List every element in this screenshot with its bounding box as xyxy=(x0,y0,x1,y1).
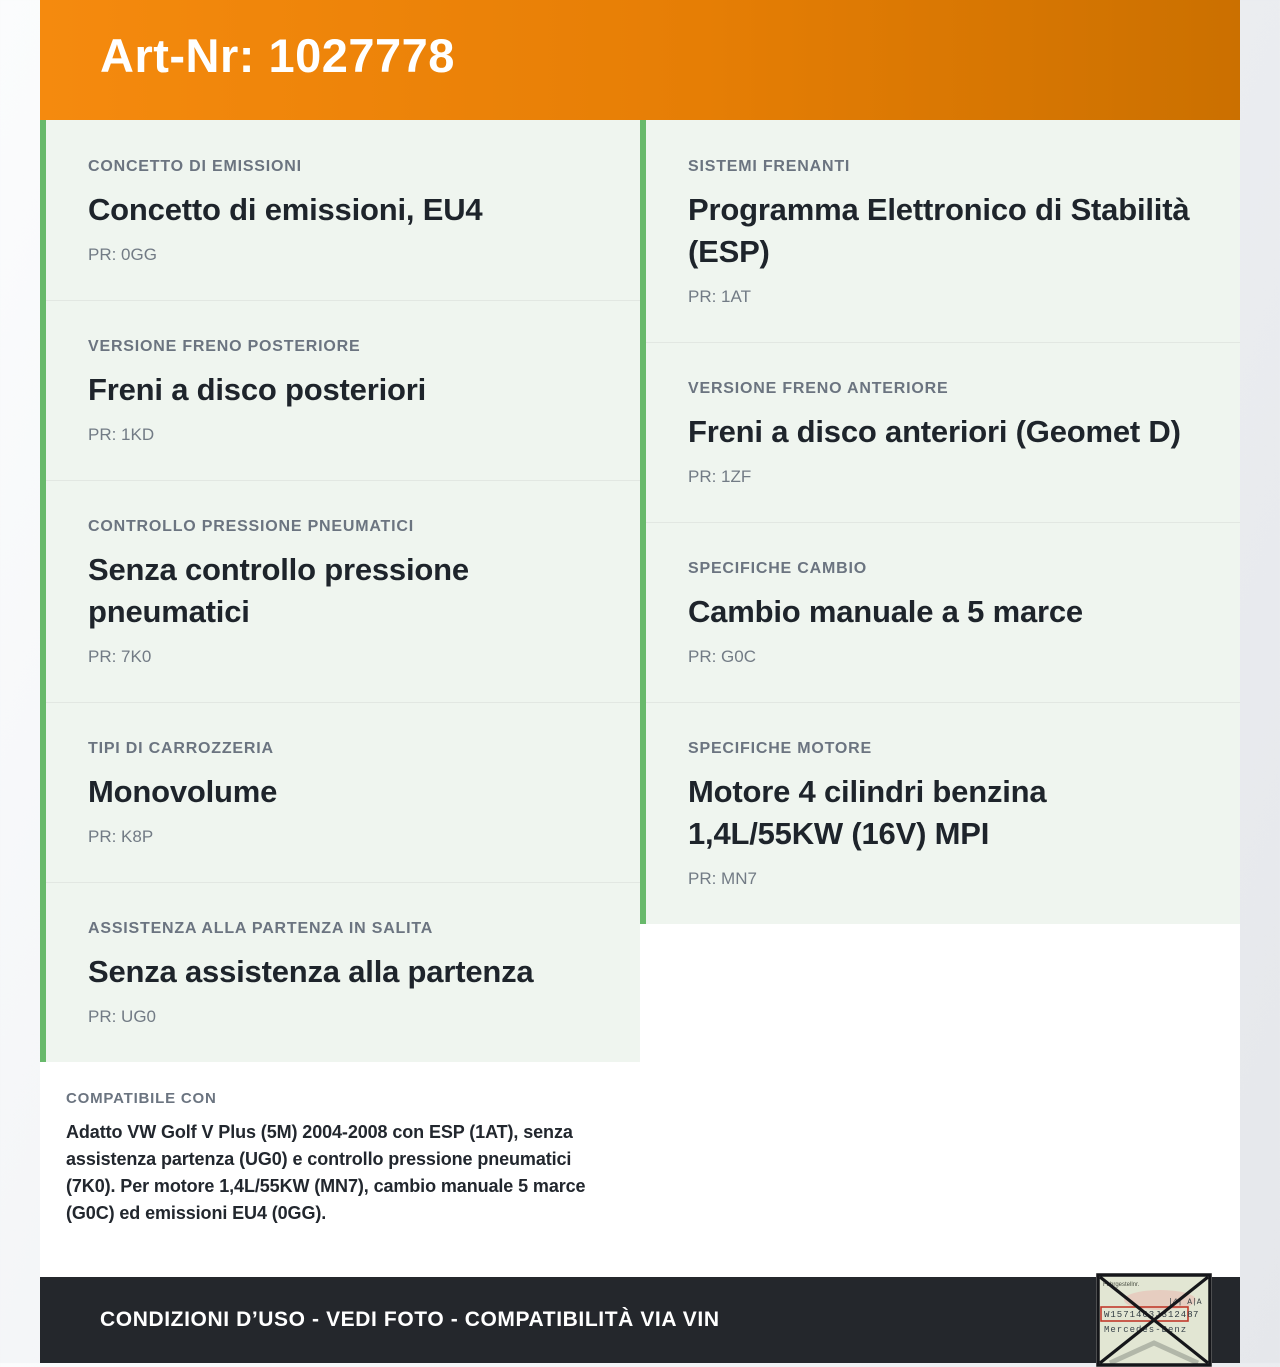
article-header xyxy=(40,0,1240,120)
spec-card-label: CONCETTO DI EMISSIONI xyxy=(88,158,302,175)
compatibility-label: COMPATIBILE CON xyxy=(66,1090,217,1107)
spec-card-pr-code: PR: K8P xyxy=(88,827,154,846)
spec-card-title: Cambio manuale a 5 marce xyxy=(688,594,1083,629)
spec-card-label: SISTEMI FRENANTI xyxy=(688,158,851,175)
spec-card xyxy=(40,120,640,300)
vin-text: W1571463J31248 xyxy=(1104,1310,1194,1320)
footer-bar xyxy=(40,1277,1240,1363)
spec-card xyxy=(40,702,640,882)
spec-card-pr-code: PR: 7K0 xyxy=(88,647,152,666)
empty-white-panel xyxy=(640,924,1240,1277)
spec-card xyxy=(640,120,1240,342)
spec-card-pr-code: PR: 0GG xyxy=(88,245,157,264)
spec-card-pr-code: PR: UG0 xyxy=(88,1007,157,1026)
brand-text: Mercedes-Benz xyxy=(1104,1325,1188,1335)
spec-card xyxy=(40,480,640,702)
spec-card-pr-code: PR: G0C xyxy=(688,647,757,666)
spec-card-title: Senza controllo pressione pneumatici xyxy=(88,552,469,629)
compatibility-card xyxy=(40,1062,640,1277)
spec-card-label: TIPI DI CARROZZERIA xyxy=(88,740,274,757)
spec-card-pr-code: PR: 1ZF xyxy=(688,467,752,486)
spec-card-title: Freni a disco posteriori xyxy=(88,372,427,407)
stamp-code-hint: |4| A|A xyxy=(1168,1298,1202,1307)
spec-card-label: VERSIONE FRENO ANTERIORE xyxy=(688,380,949,397)
spec-card-title: Freni a disco anteriori (Geomet D) xyxy=(688,414,1181,449)
spec-card-title: Programma Elettronico di Stabilità (ESP) xyxy=(688,192,1190,269)
vin-document-stamp xyxy=(1096,1273,1212,1367)
spec-card-title: Motore 4 cilindri benzina 1,4L/55KW (16V) MPI xyxy=(688,774,1047,851)
left-column xyxy=(40,120,640,1277)
spec-columns xyxy=(40,120,1240,1277)
spec-card xyxy=(640,702,1240,924)
spec-card-label: CONTROLLO PRESSIONE PNEUMATICI xyxy=(88,518,414,535)
spec-card xyxy=(40,882,640,1062)
spec-card-title: Concetto di emissioni, EU4 xyxy=(88,192,483,227)
spec-card-pr-code: PR: MN7 xyxy=(688,869,757,888)
right-card-stack xyxy=(640,120,1240,924)
spec-card-title: Senza assistenza alla partenza xyxy=(88,954,534,989)
compatibility-text: Adatto VW Golf V Plus (5M) 2004-2008 con ESP (1AT), senza assistenza partenza (UG0) e controllo pressione pneumatici (7K0). Per motore 1,4L/55KW (MN7), cambio manuale 5 marce (G0C) ed emissioni EU4 (0GG). xyxy=(66,1122,586,1223)
stamp-doc-label: Fahrgestellnr. xyxy=(1103,1282,1140,1288)
vin-check-digit: 7 xyxy=(1193,1310,1199,1320)
spec-card-label: ASSISTENZA ALLA PARTENZA IN SALITA xyxy=(88,920,434,937)
footer-notice: CONDIZIONI D’USO - VEDI FOTO - COMPATIBILITÀ VIA VIN xyxy=(100,1308,720,1331)
spec-card-pr-code: PR: 1KD xyxy=(88,425,155,444)
vin-document-graphic xyxy=(1096,1273,1212,1367)
spec-card-title: Monovolume xyxy=(88,774,278,809)
spec-card xyxy=(640,342,1240,522)
left-card-stack xyxy=(40,120,640,1062)
right-column xyxy=(640,120,1240,1277)
spec-card xyxy=(40,300,640,480)
listing-page xyxy=(40,0,1240,1363)
spec-card-label: SPECIFICHE MOTORE xyxy=(688,740,872,757)
spec-card-label: SPECIFICHE CAMBIO xyxy=(688,560,867,577)
spec-card xyxy=(640,522,1240,702)
page-title: Art-Nr: 1027778 xyxy=(100,28,455,82)
spec-card-label: VERSIONE FRENO POSTERIORE xyxy=(88,338,361,355)
spec-card-pr-code: PR: 1AT xyxy=(688,287,751,306)
